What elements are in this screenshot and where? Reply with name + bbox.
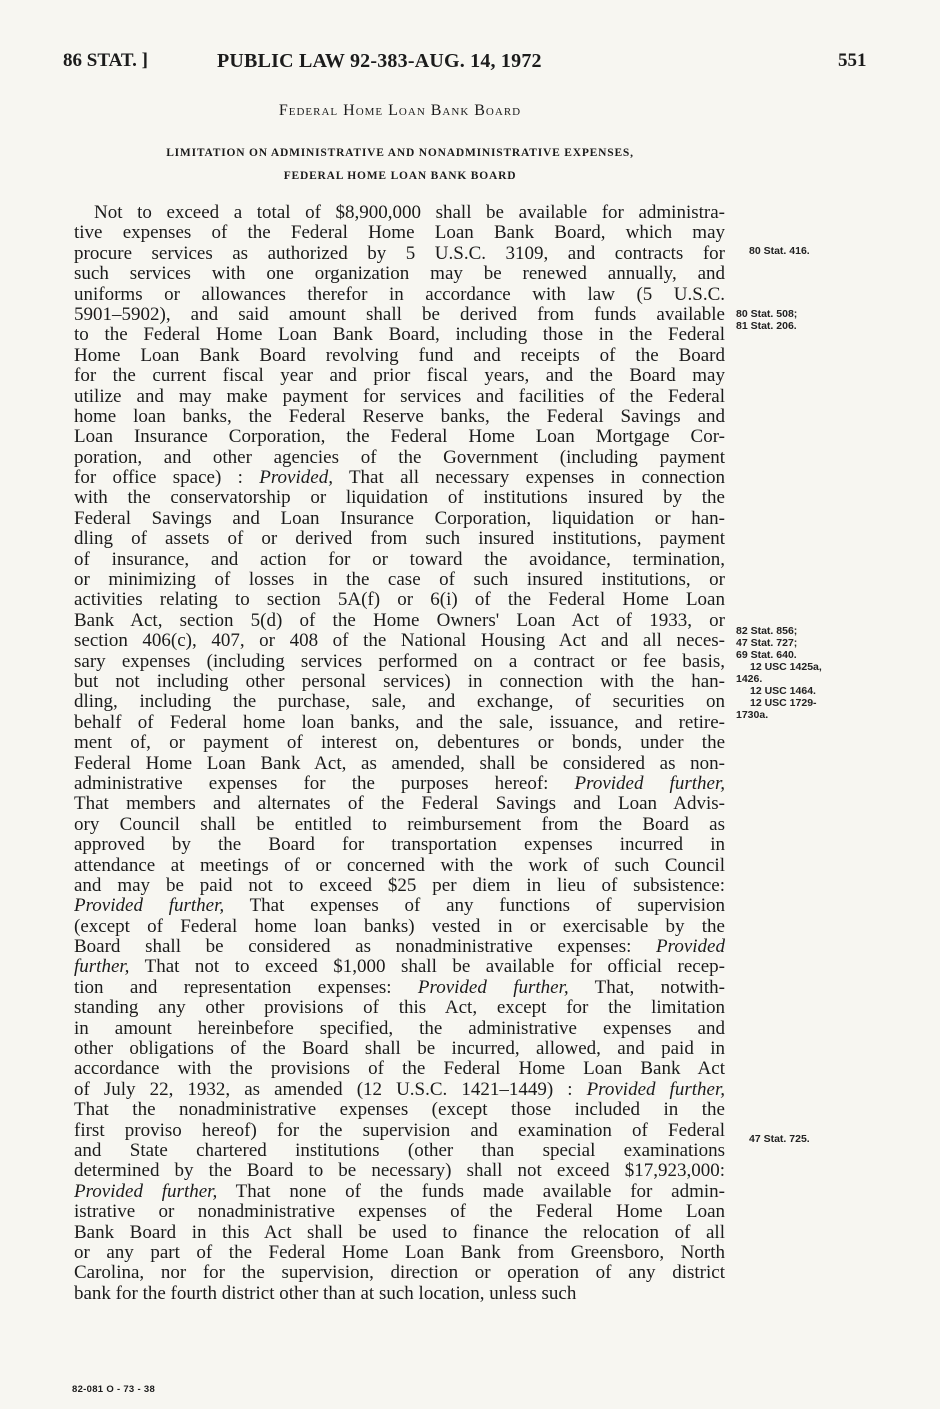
print-code: 82-081 O - 73 - 38 [72, 1384, 156, 1395]
running-title: PUBLIC LAW 92-383-AUG. 14, 1972 [217, 50, 542, 72]
body-line: such services with one organization may be renewed annually, and [74, 264, 725, 285]
body-line: 5901–5902), and said amount shall be derived from funds available [74, 304, 725, 325]
margin-citation: 82 Stat. 856; [736, 625, 798, 637]
body-line: or minimizing of losses in the case of such insured institutions, or [74, 570, 725, 591]
body-line: Federal Savings and Loan Insurance Corporation, liquidation or han- [74, 508, 725, 529]
body-line: dling of assets of or derived from such insured institutions, payment [74, 529, 725, 550]
body-line: procure services as authorized by 5 U.S.C. 3109, and contracts for [74, 243, 725, 264]
page-number: 551 [838, 50, 867, 71]
body-line: attendance at meetings of or concerned with the work of such Council [74, 855, 725, 876]
margin-citation: 81 Stat. 206. [736, 320, 797, 332]
body-line: Carolina, nor for the supervision, direction or operation of any district [74, 1263, 725, 1284]
body-line: of July 22, 1932, as amended (12 U.S.C. 1421–1449) : Provided further, [74, 1079, 725, 1100]
margin-citation: 80 Stat. 416. [749, 245, 810, 257]
margin-citation: 12 USC 1464. [750, 685, 816, 697]
body-line: section 406(c), 407, or 408 of the National Housing Act and all neces- [74, 631, 725, 652]
body-line: That members and alternates of the Federal Savings and Loan Advis- [74, 794, 725, 815]
body-text [74, 203, 725, 1304]
body-line: approved by the Board for transportation expenses incurred in [74, 835, 725, 856]
body-line: for the current fiscal year and prior fiscal years, and the Board may [74, 366, 725, 387]
body-line: determined by the Board to be necessary) shall not exceed $17,923,000: [74, 1161, 725, 1182]
body-line: administrative expenses for the purposes hereof: Provided further, [74, 773, 725, 794]
margin-citation: 1730a. [736, 709, 769, 721]
body-line: of insurance, and action for or toward the avoidance, termination, [74, 549, 725, 570]
section-subheading-1: LIMITATION ON ADMINISTRATIVE AND NONADMINISTRATIVE EXPENSES, [166, 147, 634, 159]
margin-citation: 69 Stat. 640. [736, 649, 797, 661]
body-line: uniforms or allowances therefor in accordance with law (5 U.S.C. [74, 284, 725, 305]
body-line: for office space) : Provided, That all necessary expenses in connection [74, 468, 725, 489]
body-line: home loan banks, the Federal Reserve banks, the Federal Savings and [74, 406, 725, 427]
body-line: bank for the fourth district other than at such location, unless such [74, 1283, 577, 1304]
body-line: and may be paid not to exceed $25 per diem in lieu of subsistence: [74, 875, 725, 896]
body-line: utilize and may make payment for services and facilities of the Federal [74, 386, 725, 407]
body-line: further, That not to exceed $1,000 shall be available for official recep- [74, 957, 725, 978]
agency-title: Federal Home Loan Bank Board [278, 102, 522, 119]
body-line: Board shall be considered as nonadministrative expenses: Provided [74, 937, 725, 958]
body-line: Federal Home Loan Bank Act, as amended, shall be considered as non- [74, 753, 725, 774]
body-line: first proviso hereof) for the supervision and examination of Federal [74, 1120, 725, 1141]
body-line: to the Federal Home Loan Bank Board, including those in the Federal [74, 325, 725, 346]
body-line: poration, and other agencies of the Government (including payment [74, 447, 725, 468]
body-line: but not including other personal services) in connection with the han- [74, 671, 725, 692]
body-line: ory Council shall be entitled to reimbursement from the Board as [74, 814, 725, 835]
margin-note-4 [749, 1133, 810, 1145]
body-line: (except of Federal home loan banks) vested in or exercisable by the [74, 916, 725, 937]
body-line: dling, including the purchase, sale, and exchange, of securities on [74, 692, 725, 713]
body-line: accordance with the provisions of the Federal Home Loan Bank Act [74, 1059, 725, 1080]
statute-reference: 86 STAT. ] [63, 50, 148, 71]
margin-citation: 47 Stat. 725. [749, 1133, 810, 1145]
margin-note-1 [749, 245, 810, 257]
margin-citation: 12 USC 1425a, [750, 661, 822, 673]
body-line: Bank Board in this Act shall be used to finance the relocation of all [74, 1222, 725, 1243]
margin-note-3 [736, 625, 822, 721]
body-line: standing any other provisions of this Act, except for the limitation [74, 998, 725, 1019]
section-subheading-2: FEDERAL HOME LOAN BANK BOARD [283, 170, 517, 182]
body-line: in amount hereinbefore specified, the administrative expenses and [74, 1018, 725, 1039]
body-line: Provided further, That none of the funds made available for admin- [74, 1181, 725, 1202]
body-line: activities relating to section 5A(f) or 6(i) of the Federal Home Loan [74, 590, 725, 611]
body-line: Bank Act, section 5(d) of the Home Owners' Loan Act of 1933, or [74, 610, 725, 631]
margin-note-2 [736, 308, 797, 332]
body-line: with the conservatorship or liquidation of institutions insured by the [74, 488, 725, 509]
body-line: istrative or nonadministrative expenses of the Federal Home Loan [74, 1202, 725, 1223]
body-line: Home Loan Bank Board revolving fund and receipts of the Board [74, 345, 725, 366]
body-line: sary expenses (including services performed on a contract or fee basis, [74, 651, 725, 672]
body-line: other obligations of the Board shall be incurred, allowed, and paid in [74, 1039, 725, 1060]
body-line: tion and representation expenses: Provided further, That, notwith- [74, 977, 725, 998]
body-line: That the nonadministrative expenses (except those included in the [74, 1100, 725, 1121]
body-line: Loan Insurance Corporation, the Federal Home Loan Mortgage Cor- [74, 427, 725, 448]
body-line: ment of, or payment of interest on, debentures or bonds, under the [74, 733, 725, 754]
margin-citation: 1426. [736, 673, 763, 685]
body-line: and State chartered institutions (other than special examinations [74, 1140, 725, 1161]
body-line: Provided further, That expenses of any functions of supervision [74, 896, 725, 917]
margin-citation: 47 Stat. 727; [736, 637, 798, 649]
body-line: behalf of Federal home loan banks, and the sale, issuance, and retire- [74, 712, 725, 733]
body-line: Not to exceed a total of $8,900,000 shall be available for administra- [94, 203, 725, 223]
margin-citation: 80 Stat. 508; [736, 308, 798, 320]
margin-citation: 12 USC 1729- [750, 697, 817, 709]
body-line: tive expenses of the Federal Home Loan Bank Board, which may [74, 223, 725, 244]
page-header [0, 50, 940, 78]
body-line: or any part of the Federal Home Loan Bank from Greensboro, North [74, 1242, 725, 1263]
